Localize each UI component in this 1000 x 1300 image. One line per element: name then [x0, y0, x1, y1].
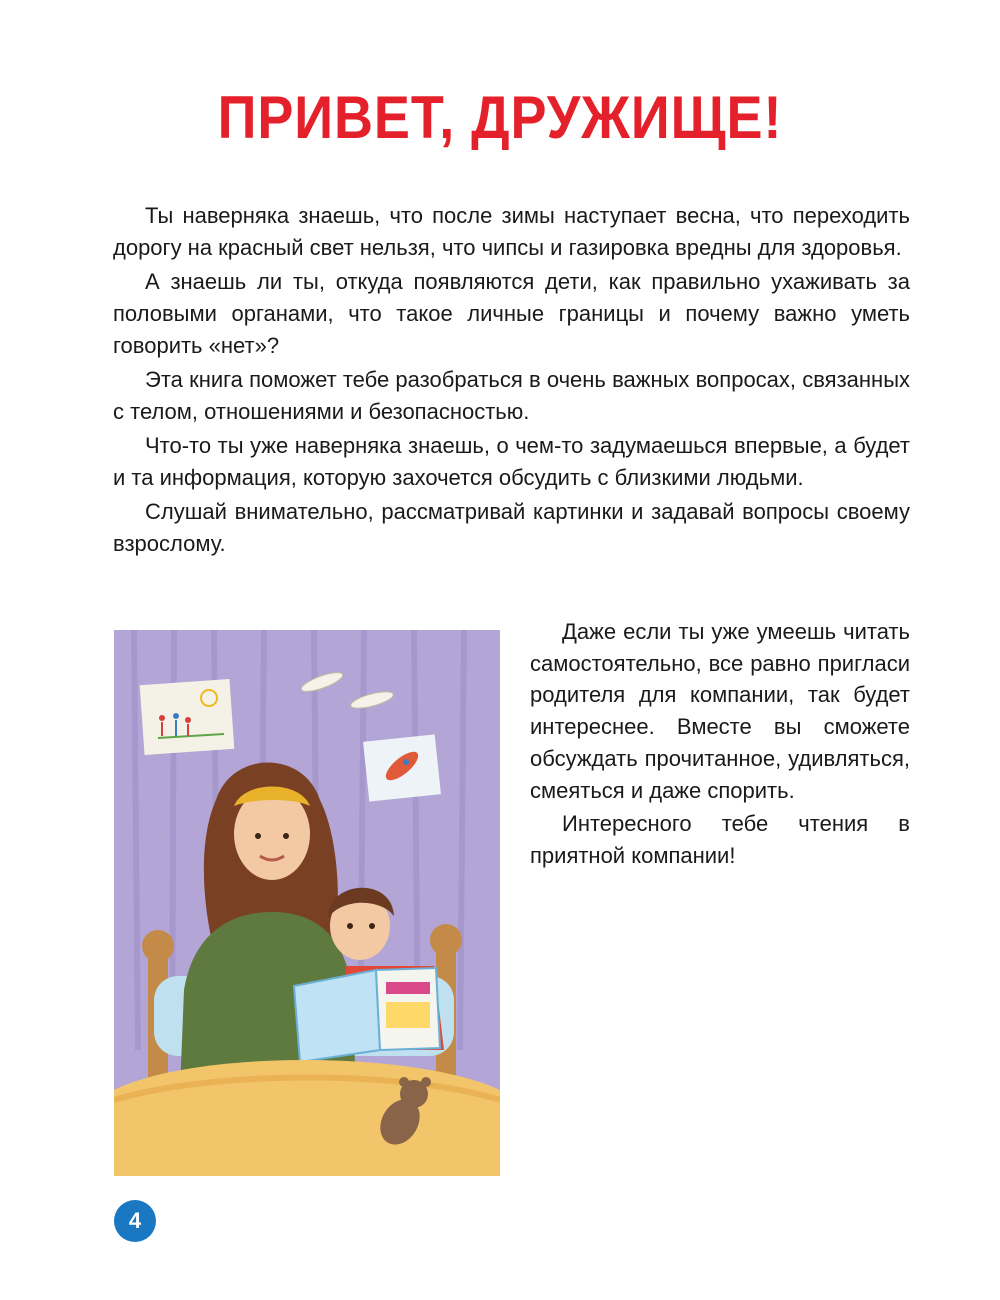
mother-reading-illustration: [114, 630, 500, 1176]
open-book: [294, 968, 440, 1062]
page-title: ПРИВЕТ, ДРУЖИЩЕ!: [217, 84, 783, 151]
intro-paragraph: Ты наверняка знаешь, что после зимы наступает весна, что переходить дорогу на красный свет нельзя, что чипсы и газировка вредны для здоровья.: [113, 203, 910, 260]
rocket-picture: [363, 734, 441, 801]
side-paragraph: Даже если ты уже умеешь читать самостоятельно, все равно пригласи родителя для компании, так будет интереснее. Вместе вы сможете обсуждать прочитанное, удивляться, смеяться и даже спорить.: [530, 619, 910, 803]
intro-paragraph: А знаешь ли ты, откуда появляются дети, как правильно ухаживать за половыми органами, что такое личные границы и почему важно уметь говорить «нет»?: [113, 269, 910, 358]
side-paragraph: Интересного тебе чтения в приятной компании!: [530, 811, 910, 868]
side-text: [530, 616, 910, 874]
wall-drawing: [140, 679, 235, 755]
intro-paragraph: Эта книга поможет тебе разобраться в очень важных вопросах, связанных с телом, отношениями и безопасностью.: [113, 367, 910, 424]
intro-text: [113, 200, 910, 562]
intro-paragraph: Слушай внимательно, рассматривай картинки и задавай вопросы своему взрослому.: [113, 499, 910, 556]
intro-paragraph: Что-то ты уже наверняка знаешь, о чем-то задумаешься впервые, а будет и та информация, которую захочется обсудить с близкими людьми.: [113, 433, 910, 490]
page-number-badge: 4: [114, 1200, 156, 1242]
